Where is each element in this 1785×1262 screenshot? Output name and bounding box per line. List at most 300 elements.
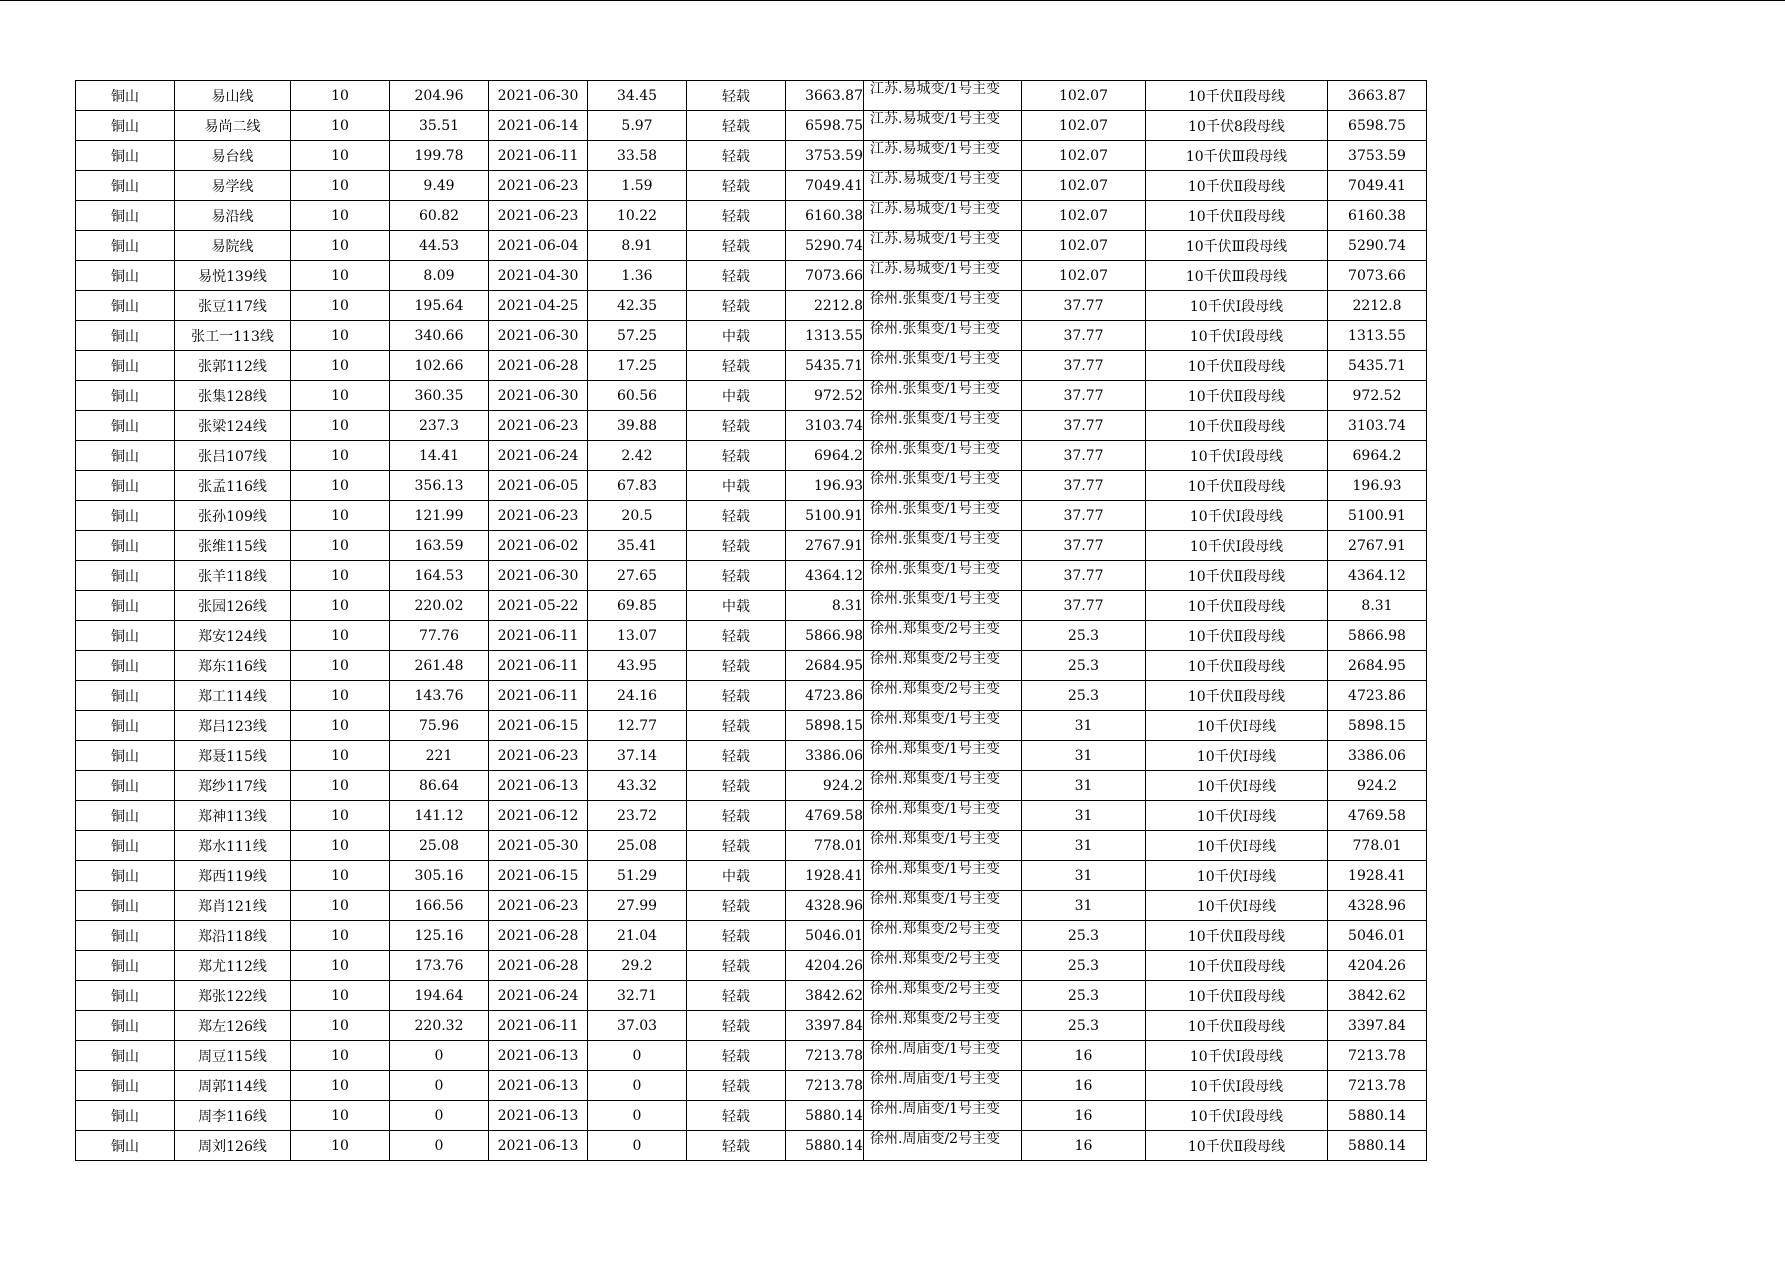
remaining-capacity-cell: 5880.14: [1328, 1101, 1427, 1131]
load-level-cell: 轻载: [687, 561, 786, 591]
county-cell: 铜山: [76, 921, 175, 951]
county-cell: 铜山: [76, 381, 175, 411]
voltage-cell: 10: [291, 111, 390, 141]
load-level-cell: 轻载: [687, 951, 786, 981]
line-name-cell: 张羊118线: [175, 561, 291, 591]
substation-transformer-cell: [864, 111, 1022, 141]
load-rate-cell: 42.35: [588, 291, 687, 321]
date-cell: 2021-06-28: [489, 351, 588, 381]
available-capacity-cell: 4328.96: [786, 891, 864, 921]
county-cell: 铜山: [76, 801, 175, 831]
county-cell: 铜山: [76, 171, 175, 201]
available-capacity-cell: 4723.86: [786, 681, 864, 711]
available-capacity-cell: 2684.95: [786, 651, 864, 681]
date-cell: 2021-06-28: [489, 951, 588, 981]
load-level-cell: 轻载: [687, 741, 786, 771]
date-cell: 2021-06-13: [489, 1041, 588, 1071]
transformer-load-rate-cell: 16: [1022, 1071, 1146, 1101]
line-name-cell: 郑安124线: [175, 621, 291, 651]
load-level-cell: 轻载: [687, 981, 786, 1011]
remaining-capacity-cell: 2212.8: [1328, 291, 1427, 321]
transformer-load-rate-cell: 31: [1022, 891, 1146, 921]
transformer-load-rate-cell: 37.77: [1022, 531, 1146, 561]
table-row: [76, 891, 1427, 921]
county-cell: 铜山: [76, 861, 175, 891]
line-name-cell: 郑沿118线: [175, 921, 291, 951]
county-cell: 铜山: [76, 1011, 175, 1041]
substation-transformer-text: 徐州.周庙变/2号主变: [870, 1131, 1001, 1147]
transformer-load-rate-cell: 16: [1022, 1101, 1146, 1131]
substation-transformer-text: 徐州.张集变/1号主变: [870, 381, 1001, 397]
county-cell: 铜山: [76, 201, 175, 231]
voltage-cell: 10: [291, 531, 390, 561]
transformer-load-rate-cell: 37.77: [1022, 411, 1146, 441]
voltage-cell: 10: [291, 81, 390, 111]
transformer-load-rate-cell: 102.07: [1022, 261, 1146, 291]
line-name-cell: 周刘126线: [175, 1131, 291, 1161]
load-level-cell: 轻载: [687, 141, 786, 171]
load-level-cell: 中载: [687, 861, 786, 891]
table-row: [76, 201, 1427, 231]
substation-transformer-text: 徐州.郑集变/2号主变: [870, 951, 1001, 967]
load-level-cell: 中载: [687, 381, 786, 411]
date-cell: 2021-06-30: [489, 81, 588, 111]
substation-transformer-text: 徐州.郑集变/1号主变: [870, 741, 1001, 757]
table-row: [76, 621, 1427, 651]
load-level-cell: 轻载: [687, 831, 786, 861]
date-cell: 2021-04-25: [489, 291, 588, 321]
date-cell: 2021-04-30: [489, 261, 588, 291]
date-cell: 2021-06-13: [489, 771, 588, 801]
substation-transformer-cell: [864, 801, 1022, 831]
voltage-cell: 10: [291, 1011, 390, 1041]
load-level-cell: 轻载: [687, 1071, 786, 1101]
load-rate-cell: 10.22: [588, 201, 687, 231]
county-cell: 铜山: [76, 621, 175, 651]
available-capacity-cell: 7073.66: [786, 261, 864, 291]
transformer-load-rate-cell: 37.77: [1022, 591, 1146, 621]
date-cell: 2021-06-24: [489, 441, 588, 471]
load-rate-cell: 29.2: [588, 951, 687, 981]
county-cell: 铜山: [76, 711, 175, 741]
max-current-cell: 166.56: [390, 891, 489, 921]
voltage-cell: 10: [291, 651, 390, 681]
max-current-cell: 143.76: [390, 681, 489, 711]
line-name-cell: 易学线: [175, 171, 291, 201]
load-level-cell: 轻载: [687, 891, 786, 921]
transformer-load-rate-cell: 31: [1022, 801, 1146, 831]
available-capacity-cell: 5435.71: [786, 351, 864, 381]
available-capacity-cell: 6598.75: [786, 111, 864, 141]
busbar-cell: 10千伏Ⅰ母线: [1146, 771, 1328, 801]
date-cell: 2021-06-30: [489, 381, 588, 411]
max-current-cell: 199.78: [390, 141, 489, 171]
load-level-cell: 轻载: [687, 681, 786, 711]
load-rate-cell: 0: [588, 1101, 687, 1131]
busbar-cell: 10千伏Ⅰ段母线: [1146, 1041, 1328, 1071]
remaining-capacity-cell: 7073.66: [1328, 261, 1427, 291]
busbar-cell: 10千伏Ⅰ段母线: [1146, 291, 1328, 321]
remaining-capacity-cell: 4204.26: [1328, 951, 1427, 981]
substation-transformer-cell: [864, 531, 1022, 561]
date-cell: 2021-06-14: [489, 111, 588, 141]
load-level-cell: 轻载: [687, 231, 786, 261]
busbar-cell: 10千伏Ⅱ段母线: [1146, 951, 1328, 981]
load-rate-cell: 33.58: [588, 141, 687, 171]
table-row: [76, 411, 1427, 441]
substation-transformer-cell: [864, 231, 1022, 261]
remaining-capacity-cell: 7213.78: [1328, 1041, 1427, 1071]
county-cell: 铜山: [76, 321, 175, 351]
date-cell: 2021-06-13: [489, 1131, 588, 1161]
busbar-cell: 10千伏Ⅰ段母线: [1146, 441, 1328, 471]
substation-transformer-text: 徐州.郑集变/1号主变: [870, 771, 1001, 787]
busbar-cell: 10千伏Ⅰ母线: [1146, 861, 1328, 891]
table-row: [76, 591, 1427, 621]
county-cell: 铜山: [76, 411, 175, 441]
voltage-cell: 10: [291, 771, 390, 801]
max-current-cell: 220.32: [390, 1011, 489, 1041]
table-row: [76, 351, 1427, 381]
load-rate-cell: 0: [588, 1071, 687, 1101]
date-cell: 2021-06-13: [489, 1071, 588, 1101]
line-name-cell: 郑张122线: [175, 981, 291, 1011]
transformer-load-rate-cell: 25.3: [1022, 981, 1146, 1011]
transformer-load-rate-cell: 16: [1022, 1131, 1146, 1161]
line-name-cell: 郑左126线: [175, 1011, 291, 1041]
max-current-cell: 0: [390, 1101, 489, 1131]
substation-transformer-cell: [864, 291, 1022, 321]
load-level-cell: 轻载: [687, 1101, 786, 1131]
busbar-cell: 10千伏Ⅰ母线: [1146, 711, 1328, 741]
date-cell: 2021-06-23: [489, 741, 588, 771]
substation-transformer-cell: [864, 771, 1022, 801]
busbar-cell: 10千伏Ⅰ母线: [1146, 801, 1328, 831]
busbar-cell: 10千伏Ⅱ段母线: [1146, 651, 1328, 681]
voltage-cell: 10: [291, 501, 390, 531]
substation-transformer-cell: [864, 741, 1022, 771]
county-cell: 铜山: [76, 651, 175, 681]
max-current-cell: 194.64: [390, 981, 489, 1011]
load-rate-cell: 32.71: [588, 981, 687, 1011]
available-capacity-cell: 5866.98: [786, 621, 864, 651]
line-name-cell: 易院线: [175, 231, 291, 261]
county-cell: 铜山: [76, 591, 175, 621]
county-cell: 铜山: [76, 741, 175, 771]
date-cell: 2021-06-23: [489, 411, 588, 441]
busbar-cell: 10千伏Ⅰ段母线: [1146, 531, 1328, 561]
voltage-cell: 10: [291, 1041, 390, 1071]
substation-transformer-text: 徐州.郑集变/2号主变: [870, 651, 1001, 667]
date-cell: 2021-06-28: [489, 921, 588, 951]
substation-transformer-cell: [864, 1011, 1022, 1041]
substation-transformer-text: 徐州.张集变/1号主变: [870, 321, 1001, 337]
remaining-capacity-cell: 7049.41: [1328, 171, 1427, 201]
max-current-cell: 14.41: [390, 441, 489, 471]
table-row: [76, 981, 1427, 1011]
load-level-cell: 轻载: [687, 711, 786, 741]
load-rate-cell: 1.36: [588, 261, 687, 291]
page-top-rule: [0, 0, 1785, 1]
load-rate-cell: 60.56: [588, 381, 687, 411]
voltage-cell: 10: [291, 291, 390, 321]
date-cell: 2021-06-11: [489, 651, 588, 681]
load-rate-cell: 21.04: [588, 921, 687, 951]
load-rate-cell: 37.14: [588, 741, 687, 771]
table-row: [76, 801, 1427, 831]
voltage-cell: 10: [291, 381, 390, 411]
substation-transformer-text: 徐州.张集变/1号主变: [870, 351, 1001, 367]
county-cell: 铜山: [76, 1101, 175, 1131]
max-current-cell: 25.08: [390, 831, 489, 861]
substation-transformer-cell: [864, 501, 1022, 531]
load-level-cell: 轻载: [687, 621, 786, 651]
max-current-cell: 340.66: [390, 321, 489, 351]
remaining-capacity-cell: 3386.06: [1328, 741, 1427, 771]
load-level-cell: 轻载: [687, 651, 786, 681]
line-name-cell: 张孙109线: [175, 501, 291, 531]
date-cell: 2021-06-02: [489, 531, 588, 561]
load-rate-cell: 20.5: [588, 501, 687, 531]
substation-transformer-cell: [864, 1131, 1022, 1161]
substation-transformer-cell: [864, 711, 1022, 741]
substation-transformer-text: 徐州.周庙变/1号主变: [870, 1101, 1001, 1117]
remaining-capacity-cell: 6598.75: [1328, 111, 1427, 141]
max-current-cell: 261.48: [390, 651, 489, 681]
voltage-cell: 10: [291, 441, 390, 471]
line-name-cell: 张豆117线: [175, 291, 291, 321]
substation-transformer-cell: [864, 321, 1022, 351]
remaining-capacity-cell: 8.31: [1328, 591, 1427, 621]
line-name-cell: 郑尤112线: [175, 951, 291, 981]
transformer-load-rate-cell: 102.07: [1022, 201, 1146, 231]
line-name-cell: 张工一113线: [175, 321, 291, 351]
transformer-load-rate-cell: 31: [1022, 711, 1146, 741]
available-capacity-cell: 3103.74: [786, 411, 864, 441]
remaining-capacity-cell: 3663.87: [1328, 81, 1427, 111]
available-capacity-cell: 2212.8: [786, 291, 864, 321]
load-level-cell: 轻载: [687, 801, 786, 831]
load-level-cell: 中载: [687, 321, 786, 351]
substation-transformer-cell: [864, 141, 1022, 171]
line-name-cell: 郑西119线: [175, 861, 291, 891]
date-cell: 2021-05-30: [489, 831, 588, 861]
max-current-cell: 305.16: [390, 861, 489, 891]
line-name-cell: 张集128线: [175, 381, 291, 411]
date-cell: 2021-06-23: [489, 201, 588, 231]
remaining-capacity-cell: 924.2: [1328, 771, 1427, 801]
remaining-capacity-cell: 1928.41: [1328, 861, 1427, 891]
load-rate-cell: 17.25: [588, 351, 687, 381]
available-capacity-cell: 7213.78: [786, 1071, 864, 1101]
busbar-cell: 10千伏Ⅰ母线: [1146, 831, 1328, 861]
county-cell: 铜山: [76, 681, 175, 711]
county-cell: 铜山: [76, 291, 175, 321]
county-cell: 铜山: [76, 471, 175, 501]
table-row: [76, 921, 1427, 951]
voltage-cell: 10: [291, 681, 390, 711]
load-rate-cell: 12.77: [588, 711, 687, 741]
transformer-load-rate-cell: 37.77: [1022, 351, 1146, 381]
max-current-cell: 164.53: [390, 561, 489, 591]
max-current-cell: 221: [390, 741, 489, 771]
busbar-cell: 10千伏Ⅱ段母线: [1146, 1011, 1328, 1041]
available-capacity-cell: 4204.26: [786, 951, 864, 981]
transformer-load-rate-cell: 31: [1022, 771, 1146, 801]
substation-transformer-text: 徐州.郑集变/1号主变: [870, 861, 1001, 877]
available-capacity-cell: 5880.14: [786, 1101, 864, 1131]
substation-transformer-text: 徐州.周庙变/1号主变: [870, 1071, 1001, 1087]
substation-transformer-text: 江苏.易城变/1号主变: [870, 111, 1001, 127]
busbar-cell: 10千伏Ⅰ段母线: [1146, 501, 1328, 531]
line-name-cell: 张孟116线: [175, 471, 291, 501]
table-row: [76, 501, 1427, 531]
load-rate-cell: 67.83: [588, 471, 687, 501]
voltage-cell: 10: [291, 201, 390, 231]
voltage-cell: 10: [291, 321, 390, 351]
available-capacity-cell: 5898.15: [786, 711, 864, 741]
date-cell: 2021-06-23: [489, 501, 588, 531]
transformer-load-rate-cell: 25.3: [1022, 951, 1146, 981]
table-row: [76, 381, 1427, 411]
table-row: [76, 1131, 1427, 1161]
available-capacity-cell: 8.31: [786, 591, 864, 621]
max-current-cell: 0: [390, 1071, 489, 1101]
load-rate-cell: 57.25: [588, 321, 687, 351]
transformer-load-rate-cell: 31: [1022, 861, 1146, 891]
voltage-cell: 10: [291, 591, 390, 621]
busbar-cell: 10千伏Ⅱ段母线: [1146, 411, 1328, 441]
load-rate-cell: 24.16: [588, 681, 687, 711]
substation-transformer-cell: [864, 891, 1022, 921]
available-capacity-cell: 6160.38: [786, 201, 864, 231]
date-cell: 2021-06-13: [489, 1101, 588, 1131]
substation-transformer-cell: [864, 81, 1022, 111]
table-row: [76, 441, 1427, 471]
date-cell: 2021-06-11: [489, 141, 588, 171]
county-cell: 铜山: [76, 81, 175, 111]
line-load-table: [75, 80, 1427, 1161]
line-name-cell: 郑吕123线: [175, 711, 291, 741]
table-row: [76, 231, 1427, 261]
load-level-cell: 轻载: [687, 771, 786, 801]
available-capacity-cell: 3663.87: [786, 81, 864, 111]
line-name-cell: 周豆115线: [175, 1041, 291, 1071]
max-current-cell: 8.09: [390, 261, 489, 291]
load-rate-cell: 35.41: [588, 531, 687, 561]
remaining-capacity-cell: 5290.74: [1328, 231, 1427, 261]
max-current-cell: 360.35: [390, 381, 489, 411]
date-cell: 2021-05-22: [489, 591, 588, 621]
available-capacity-cell: 1928.41: [786, 861, 864, 891]
date-cell: 2021-06-23: [489, 891, 588, 921]
substation-transformer-cell: [864, 831, 1022, 861]
max-current-cell: 125.16: [390, 921, 489, 951]
county-cell: 铜山: [76, 231, 175, 261]
load-rate-cell: 0: [588, 1041, 687, 1071]
table-row: [76, 141, 1427, 171]
voltage-cell: 10: [291, 231, 390, 261]
substation-transformer-cell: [864, 921, 1022, 951]
line-name-cell: 易台线: [175, 141, 291, 171]
remaining-capacity-cell: 5866.98: [1328, 621, 1427, 651]
remaining-capacity-cell: 4769.58: [1328, 801, 1427, 831]
load-rate-cell: 43.32: [588, 771, 687, 801]
load-level-cell: 轻载: [687, 351, 786, 381]
county-cell: 铜山: [76, 951, 175, 981]
max-current-cell: 9.49: [390, 171, 489, 201]
max-current-cell: 163.59: [390, 531, 489, 561]
load-rate-cell: 8.91: [588, 231, 687, 261]
substation-transformer-text: 徐州.郑集变/2号主变: [870, 1011, 1001, 1027]
max-current-cell: 121.99: [390, 501, 489, 531]
substation-transformer-text: 徐州.张集变/1号主变: [870, 501, 1001, 517]
load-rate-cell: 23.72: [588, 801, 687, 831]
line-name-cell: 张郭112线: [175, 351, 291, 381]
max-current-cell: 75.96: [390, 711, 489, 741]
transformer-load-rate-cell: 37.77: [1022, 501, 1146, 531]
county-cell: 铜山: [76, 1071, 175, 1101]
busbar-cell: 10千伏Ⅱ段母线: [1146, 1131, 1328, 1161]
load-rate-cell: 37.03: [588, 1011, 687, 1041]
county-cell: 铜山: [76, 501, 175, 531]
max-current-cell: 195.64: [390, 291, 489, 321]
available-capacity-cell: 5046.01: [786, 921, 864, 951]
substation-transformer-text: 徐州.郑集变/2号主变: [870, 621, 1001, 637]
line-name-cell: 周郭114线: [175, 1071, 291, 1101]
remaining-capacity-cell: 6964.2: [1328, 441, 1427, 471]
date-cell: 2021-06-23: [489, 171, 588, 201]
load-level-cell: 轻载: [687, 81, 786, 111]
substation-transformer-cell: [864, 441, 1022, 471]
available-capacity-cell: 196.93: [786, 471, 864, 501]
voltage-cell: 10: [291, 621, 390, 651]
remaining-capacity-cell: 3753.59: [1328, 141, 1427, 171]
remaining-capacity-cell: 6160.38: [1328, 201, 1427, 231]
substation-transformer-cell: [864, 861, 1022, 891]
available-capacity-cell: 4364.12: [786, 561, 864, 591]
substation-transformer-text: 徐州.张集变/1号主变: [870, 441, 1001, 457]
available-capacity-cell: 3386.06: [786, 741, 864, 771]
busbar-cell: 10千伏8段母线: [1146, 111, 1328, 141]
substation-transformer-cell: [864, 171, 1022, 201]
transformer-load-rate-cell: 37.77: [1022, 441, 1146, 471]
busbar-cell: 10千伏Ⅱ段母线: [1146, 681, 1328, 711]
transformer-load-rate-cell: 37.77: [1022, 321, 1146, 351]
voltage-cell: 10: [291, 801, 390, 831]
voltage-cell: 10: [291, 831, 390, 861]
available-capacity-cell: 2767.91: [786, 531, 864, 561]
busbar-cell: 10千伏Ⅰ段母线: [1146, 1101, 1328, 1131]
substation-transformer-text: 徐州.郑集变/2号主变: [870, 681, 1001, 697]
line-name-cell: 易悦139线: [175, 261, 291, 291]
load-rate-cell: 39.88: [588, 411, 687, 441]
remaining-capacity-cell: 5435.71: [1328, 351, 1427, 381]
max-current-cell: 141.12: [390, 801, 489, 831]
county-cell: 铜山: [76, 351, 175, 381]
busbar-cell: 10千伏Ⅰ段母线: [1146, 1071, 1328, 1101]
table-row: [76, 471, 1427, 501]
line-name-cell: 易沿线: [175, 201, 291, 231]
transformer-load-rate-cell: 102.07: [1022, 81, 1146, 111]
substation-transformer-text: 徐州.郑集变/2号主变: [870, 921, 1001, 937]
substation-transformer-cell: [864, 1071, 1022, 1101]
substation-transformer-cell: [864, 621, 1022, 651]
substation-transformer-cell: [864, 351, 1022, 381]
substation-transformer-text: 徐州.周庙变/1号主变: [870, 1041, 1001, 1057]
busbar-cell: 10千伏Ⅱ段母线: [1146, 591, 1328, 621]
transformer-load-rate-cell: 37.77: [1022, 471, 1146, 501]
